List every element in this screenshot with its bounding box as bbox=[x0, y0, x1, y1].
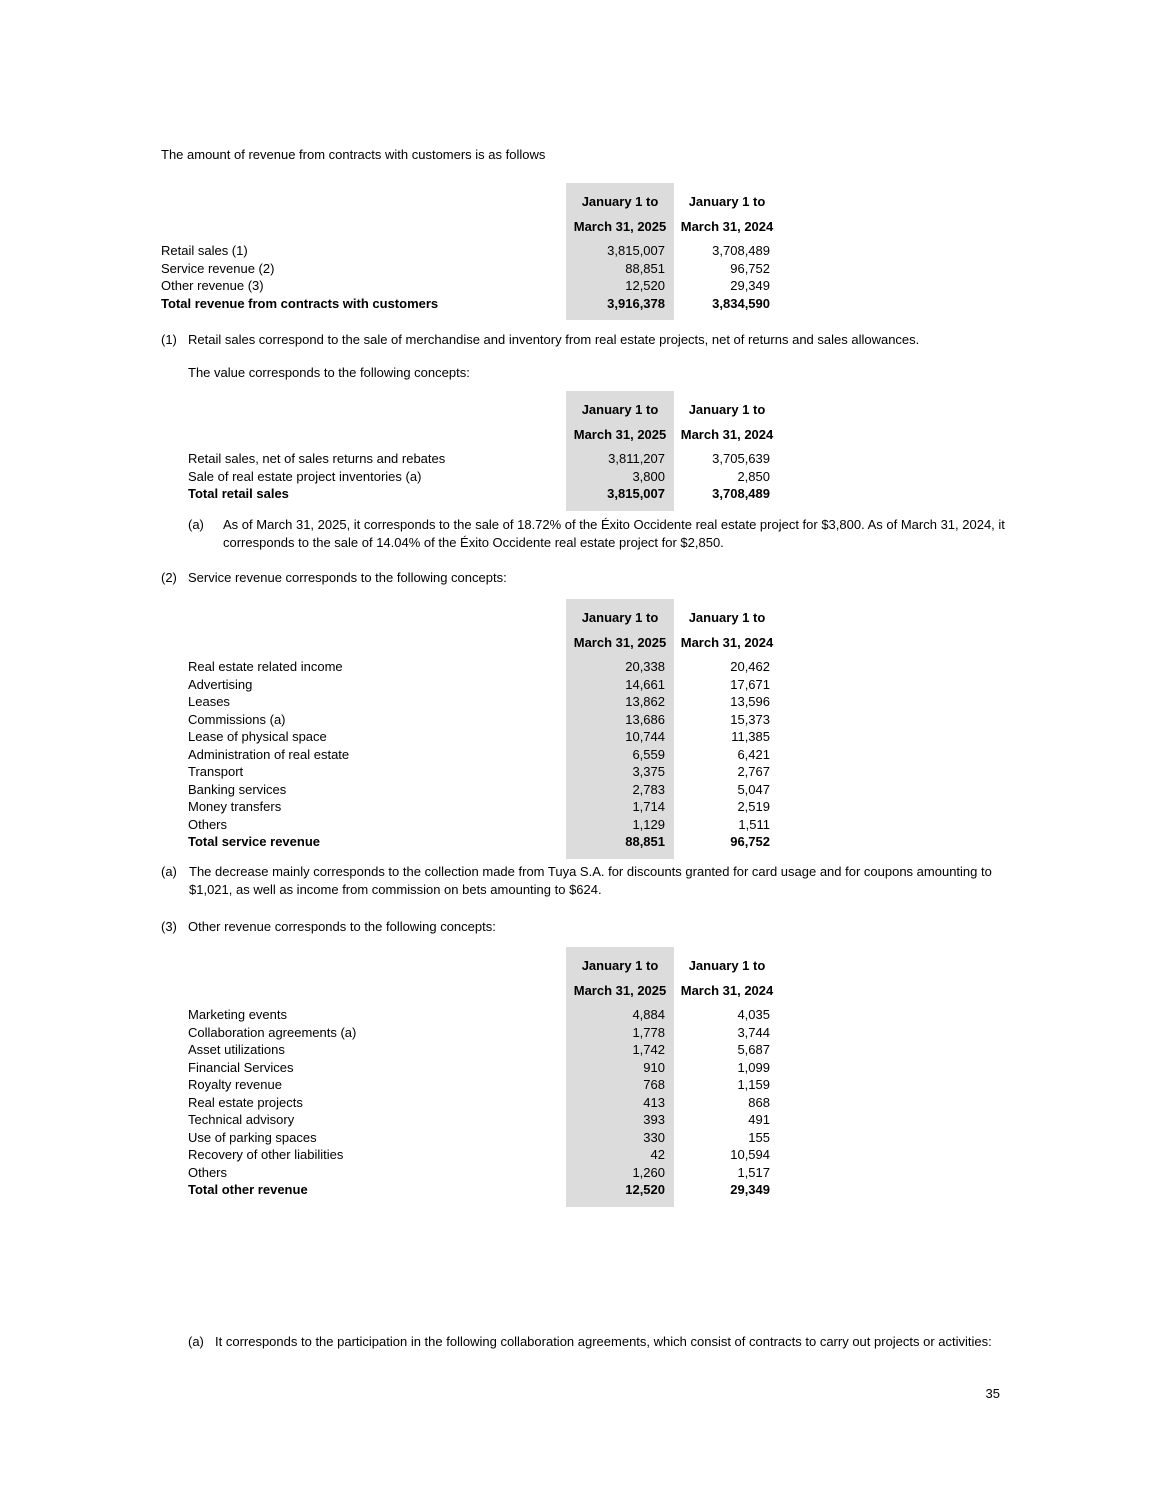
value-2024: 10,594 bbox=[730, 1147, 770, 1162]
value-2025: 413 bbox=[566, 1094, 674, 1112]
table-row bbox=[161, 816, 775, 834]
note-number: (a) bbox=[161, 864, 177, 879]
value-2024: 4,035 bbox=[737, 1007, 770, 1022]
value-2024: 13,596 bbox=[730, 694, 770, 709]
col-header-2025-line2: March 31, 2025 bbox=[566, 214, 674, 239]
value-2025: 3,800 bbox=[566, 468, 674, 486]
value-2025: 910 bbox=[566, 1059, 674, 1077]
other-revenue-table bbox=[161, 947, 775, 1207]
value-2024: 1,511 bbox=[738, 816, 770, 832]
table-row bbox=[161, 1164, 775, 1182]
table-header-row bbox=[161, 183, 775, 214]
value-2024: 3,708,489 bbox=[712, 243, 770, 258]
table-row bbox=[161, 1041, 775, 1059]
table-row bbox=[161, 277, 775, 295]
table-header-row bbox=[161, 214, 775, 239]
row-label: Advertising bbox=[188, 676, 253, 692]
value-2024: 11,385 bbox=[731, 729, 770, 744]
header-spacer bbox=[161, 947, 566, 978]
value-2024: 1,099 bbox=[737, 1059, 770, 1075]
table-row bbox=[161, 798, 775, 816]
value-2024: 3,705,639 bbox=[712, 451, 770, 466]
col-header-2024-line1: January 1 to bbox=[688, 610, 766, 625]
value-2025: 393 bbox=[566, 1111, 674, 1129]
note-1-subtext: The value corresponds to the following concepts: bbox=[188, 365, 470, 380]
value-2024: 3,708,489 bbox=[712, 486, 770, 501]
note-text: As of March 31, 2025, it corresponds to the sale of 18.72% of the Éxito Occidente real estate project for $3,800. As of March 31, 2024, it corresponds to the sale of 14.04% of the Éxito Occidente real estate project for $2,850. bbox=[223, 517, 1005, 550]
row-label: Commissions (a) bbox=[188, 711, 286, 727]
note-3 bbox=[161, 918, 1006, 936]
note-number: (1) bbox=[161, 332, 177, 347]
retail-sales-table bbox=[161, 391, 775, 511]
value-2025: 13,862 bbox=[566, 693, 674, 711]
row-label: Marketing events bbox=[188, 1007, 287, 1022]
service-revenue-table bbox=[161, 599, 775, 859]
value-2024: 6,421 bbox=[737, 746, 770, 762]
value-2025: 1,714 bbox=[566, 798, 674, 816]
table-row bbox=[161, 1146, 775, 1164]
value-2025: 1,129 bbox=[566, 816, 674, 834]
table-row bbox=[161, 1111, 775, 1129]
table-row bbox=[161, 295, 775, 321]
value-2024: 868 bbox=[748, 1094, 770, 1110]
row-label: Lease of physical space bbox=[188, 729, 327, 744]
value-2024: 1,517 bbox=[737, 1164, 770, 1180]
value-2025: 1,742 bbox=[566, 1041, 674, 1059]
col-header-2025-line2: March 31, 2025 bbox=[566, 978, 674, 1003]
note-text: Other revenue corresponds to the following concepts: bbox=[188, 919, 496, 934]
value-2025: 768 bbox=[566, 1076, 674, 1094]
row-label: Collaboration agreements (a) bbox=[188, 1024, 357, 1040]
note-2a bbox=[161, 863, 1006, 899]
value-2025: 88,851 bbox=[566, 833, 674, 859]
table-row bbox=[161, 1059, 775, 1077]
value-2024: 5,687 bbox=[737, 1042, 770, 1057]
table-row bbox=[161, 1181, 775, 1207]
note-number: (a) bbox=[188, 517, 204, 532]
value-2025: 3,815,007 bbox=[566, 485, 674, 511]
col-header-2024-line2: March 31, 2024 bbox=[680, 219, 774, 234]
col-header-2024-line1: January 1 to bbox=[688, 194, 766, 209]
row-label: Others bbox=[188, 1164, 228, 1180]
value-2024: 3,834,590 bbox=[712, 295, 770, 311]
revenue-summary-table bbox=[161, 183, 775, 320]
page-number: 35 bbox=[985, 1386, 1000, 1401]
table-row bbox=[161, 468, 775, 486]
note-number: (3) bbox=[161, 919, 177, 934]
table-row bbox=[161, 711, 775, 729]
table-header-row bbox=[161, 422, 775, 447]
row-label: Retail sales, net of sales returns and rebates bbox=[188, 451, 446, 466]
value-2024: 491 bbox=[748, 1112, 770, 1127]
table-row bbox=[161, 746, 775, 764]
note-2 bbox=[161, 569, 1006, 587]
row-label: Real estate projects bbox=[188, 1094, 303, 1110]
value-2024: 96,752 bbox=[730, 834, 770, 849]
row-label: Others bbox=[188, 816, 228, 832]
intro-paragraph: The amount of revenue from contracts with customers is as follows bbox=[161, 147, 546, 162]
row-label: Retail sales (1) bbox=[161, 243, 248, 258]
row-label: Royalty revenue bbox=[188, 1077, 282, 1092]
header-spacer bbox=[161, 422, 566, 447]
table-header-row bbox=[161, 599, 775, 630]
row-label: Leases bbox=[188, 694, 230, 709]
table-header-row bbox=[161, 630, 775, 655]
row-label: Use of parking spaces bbox=[188, 1129, 317, 1145]
note-text: It corresponds to the participation in the following collaboration agreements, which consist of contracts to carry out projects or activities: bbox=[215, 1334, 992, 1349]
table-row bbox=[161, 833, 775, 859]
value-2025: 3,916,378 bbox=[566, 295, 674, 321]
col-header-2025-line1: January 1 to bbox=[566, 599, 674, 630]
value-2024: 29,349 bbox=[730, 278, 770, 293]
value-2025: 42 bbox=[566, 1146, 674, 1164]
value-2025: 12,520 bbox=[566, 1181, 674, 1207]
table-row bbox=[161, 676, 775, 694]
row-label: Total revenue from contracts with customers bbox=[161, 295, 439, 311]
value-2024: 1,159 bbox=[737, 1077, 770, 1092]
table-header-row bbox=[161, 947, 775, 978]
table-row bbox=[161, 1094, 775, 1112]
row-label: Transport bbox=[188, 764, 244, 779]
value-2024: 17,671 bbox=[730, 676, 770, 692]
col-header-2025-line2: March 31, 2025 bbox=[566, 630, 674, 655]
note-number: (a) bbox=[188, 1334, 204, 1349]
value-2025: 2,783 bbox=[566, 781, 674, 799]
row-label: Total other revenue bbox=[188, 1182, 308, 1197]
note-number: (2) bbox=[161, 570, 177, 585]
table-row bbox=[161, 260, 775, 278]
row-label: Sale of real estate project inventories (a) bbox=[188, 468, 422, 484]
value-2024: 20,462 bbox=[730, 659, 770, 674]
row-label: Real estate related income bbox=[188, 659, 343, 674]
header-spacer bbox=[161, 214, 566, 239]
row-label: Recovery of other liabilities bbox=[188, 1147, 344, 1162]
table-row bbox=[161, 1076, 775, 1094]
value-2024: 5,047 bbox=[737, 781, 770, 797]
row-label: Total service revenue bbox=[188, 834, 320, 849]
value-2025: 10,744 bbox=[566, 728, 674, 746]
value-2025: 330 bbox=[566, 1129, 674, 1147]
value-2025: 6,559 bbox=[566, 746, 674, 764]
value-2025: 14,661 bbox=[566, 676, 674, 694]
row-label: Asset utilizations bbox=[188, 1042, 285, 1057]
value-2024: 29,349 bbox=[730, 1182, 770, 1197]
value-2024: 2,519 bbox=[737, 799, 770, 814]
table-header-row bbox=[161, 978, 775, 1003]
header-spacer bbox=[161, 391, 566, 422]
table-header-row bbox=[161, 391, 775, 422]
value-2024: 155 bbox=[748, 1129, 770, 1145]
value-2024: 2,767 bbox=[737, 764, 770, 779]
col-header-2024-line2: March 31, 2024 bbox=[680, 635, 774, 650]
table-row bbox=[161, 728, 775, 746]
value-2025: 3,815,007 bbox=[566, 242, 674, 260]
value-2025: 20,338 bbox=[566, 658, 674, 676]
value-2024: 3,744 bbox=[737, 1024, 770, 1040]
col-header-2025-line2: March 31, 2025 bbox=[566, 422, 674, 447]
table-row bbox=[161, 242, 775, 260]
table-row bbox=[161, 781, 775, 799]
value-2024: 96,752 bbox=[730, 260, 770, 276]
col-header-2025-line1: January 1 to bbox=[566, 391, 674, 422]
value-2025: 12,520 bbox=[566, 277, 674, 295]
table-row bbox=[161, 450, 775, 468]
header-spacer bbox=[161, 599, 566, 630]
header-spacer bbox=[161, 183, 566, 214]
value-2025: 3,811,207 bbox=[566, 450, 674, 468]
value-2025: 4,884 bbox=[566, 1006, 674, 1024]
header-spacer bbox=[161, 978, 566, 1003]
note-text: The decrease mainly corresponds to the collection made from Tuya S.A. for discounts granted for card usage and for coupons amounting to $1,021, as well as income from commission on bets amounting to $624. bbox=[189, 864, 992, 897]
value-2025: 1,778 bbox=[566, 1024, 674, 1042]
col-header-2025-line1: January 1 to bbox=[566, 947, 674, 978]
value-2025: 3,375 bbox=[566, 763, 674, 781]
note-text: Service revenue corresponds to the following concepts: bbox=[188, 570, 507, 585]
row-label: Administration of real estate bbox=[188, 746, 350, 762]
table-row bbox=[161, 763, 775, 781]
col-header-2024-line1: January 1 to bbox=[688, 958, 766, 973]
row-label: Financial Services bbox=[188, 1059, 294, 1075]
col-header-2024-line2: March 31, 2024 bbox=[680, 983, 774, 998]
table-row bbox=[161, 1129, 775, 1147]
row-label: Other revenue (3) bbox=[161, 278, 264, 293]
value-2025: 1,260 bbox=[566, 1164, 674, 1182]
value-2025: 13,686 bbox=[566, 711, 674, 729]
note-1a bbox=[161, 516, 1006, 552]
col-header-2024-line2: March 31, 2024 bbox=[680, 427, 774, 442]
row-label: Service revenue (2) bbox=[161, 260, 275, 276]
row-label: Total retail sales bbox=[188, 486, 289, 501]
table-row bbox=[161, 658, 775, 676]
col-header-2025-line1: January 1 to bbox=[566, 183, 674, 214]
row-label: Banking services bbox=[188, 781, 287, 797]
value-2025: 88,851 bbox=[566, 260, 674, 278]
table-row bbox=[161, 485, 775, 511]
col-header-2024-line1: January 1 to bbox=[688, 402, 766, 417]
row-label: Money transfers bbox=[188, 799, 282, 814]
row-label: Technical advisory bbox=[188, 1112, 295, 1127]
table-row bbox=[161, 1006, 775, 1024]
value-2024: 2,850 bbox=[737, 468, 770, 484]
note-1 bbox=[161, 331, 1006, 349]
header-spacer bbox=[161, 630, 566, 655]
note-text: Retail sales correspond to the sale of merchandise and inventory from real estate projects, net of returns and sales allowances. bbox=[188, 332, 920, 347]
table-row bbox=[161, 693, 775, 711]
table-row bbox=[161, 1024, 775, 1042]
value-2024: 15,373 bbox=[730, 711, 770, 727]
note-4a bbox=[161, 1333, 1006, 1351]
